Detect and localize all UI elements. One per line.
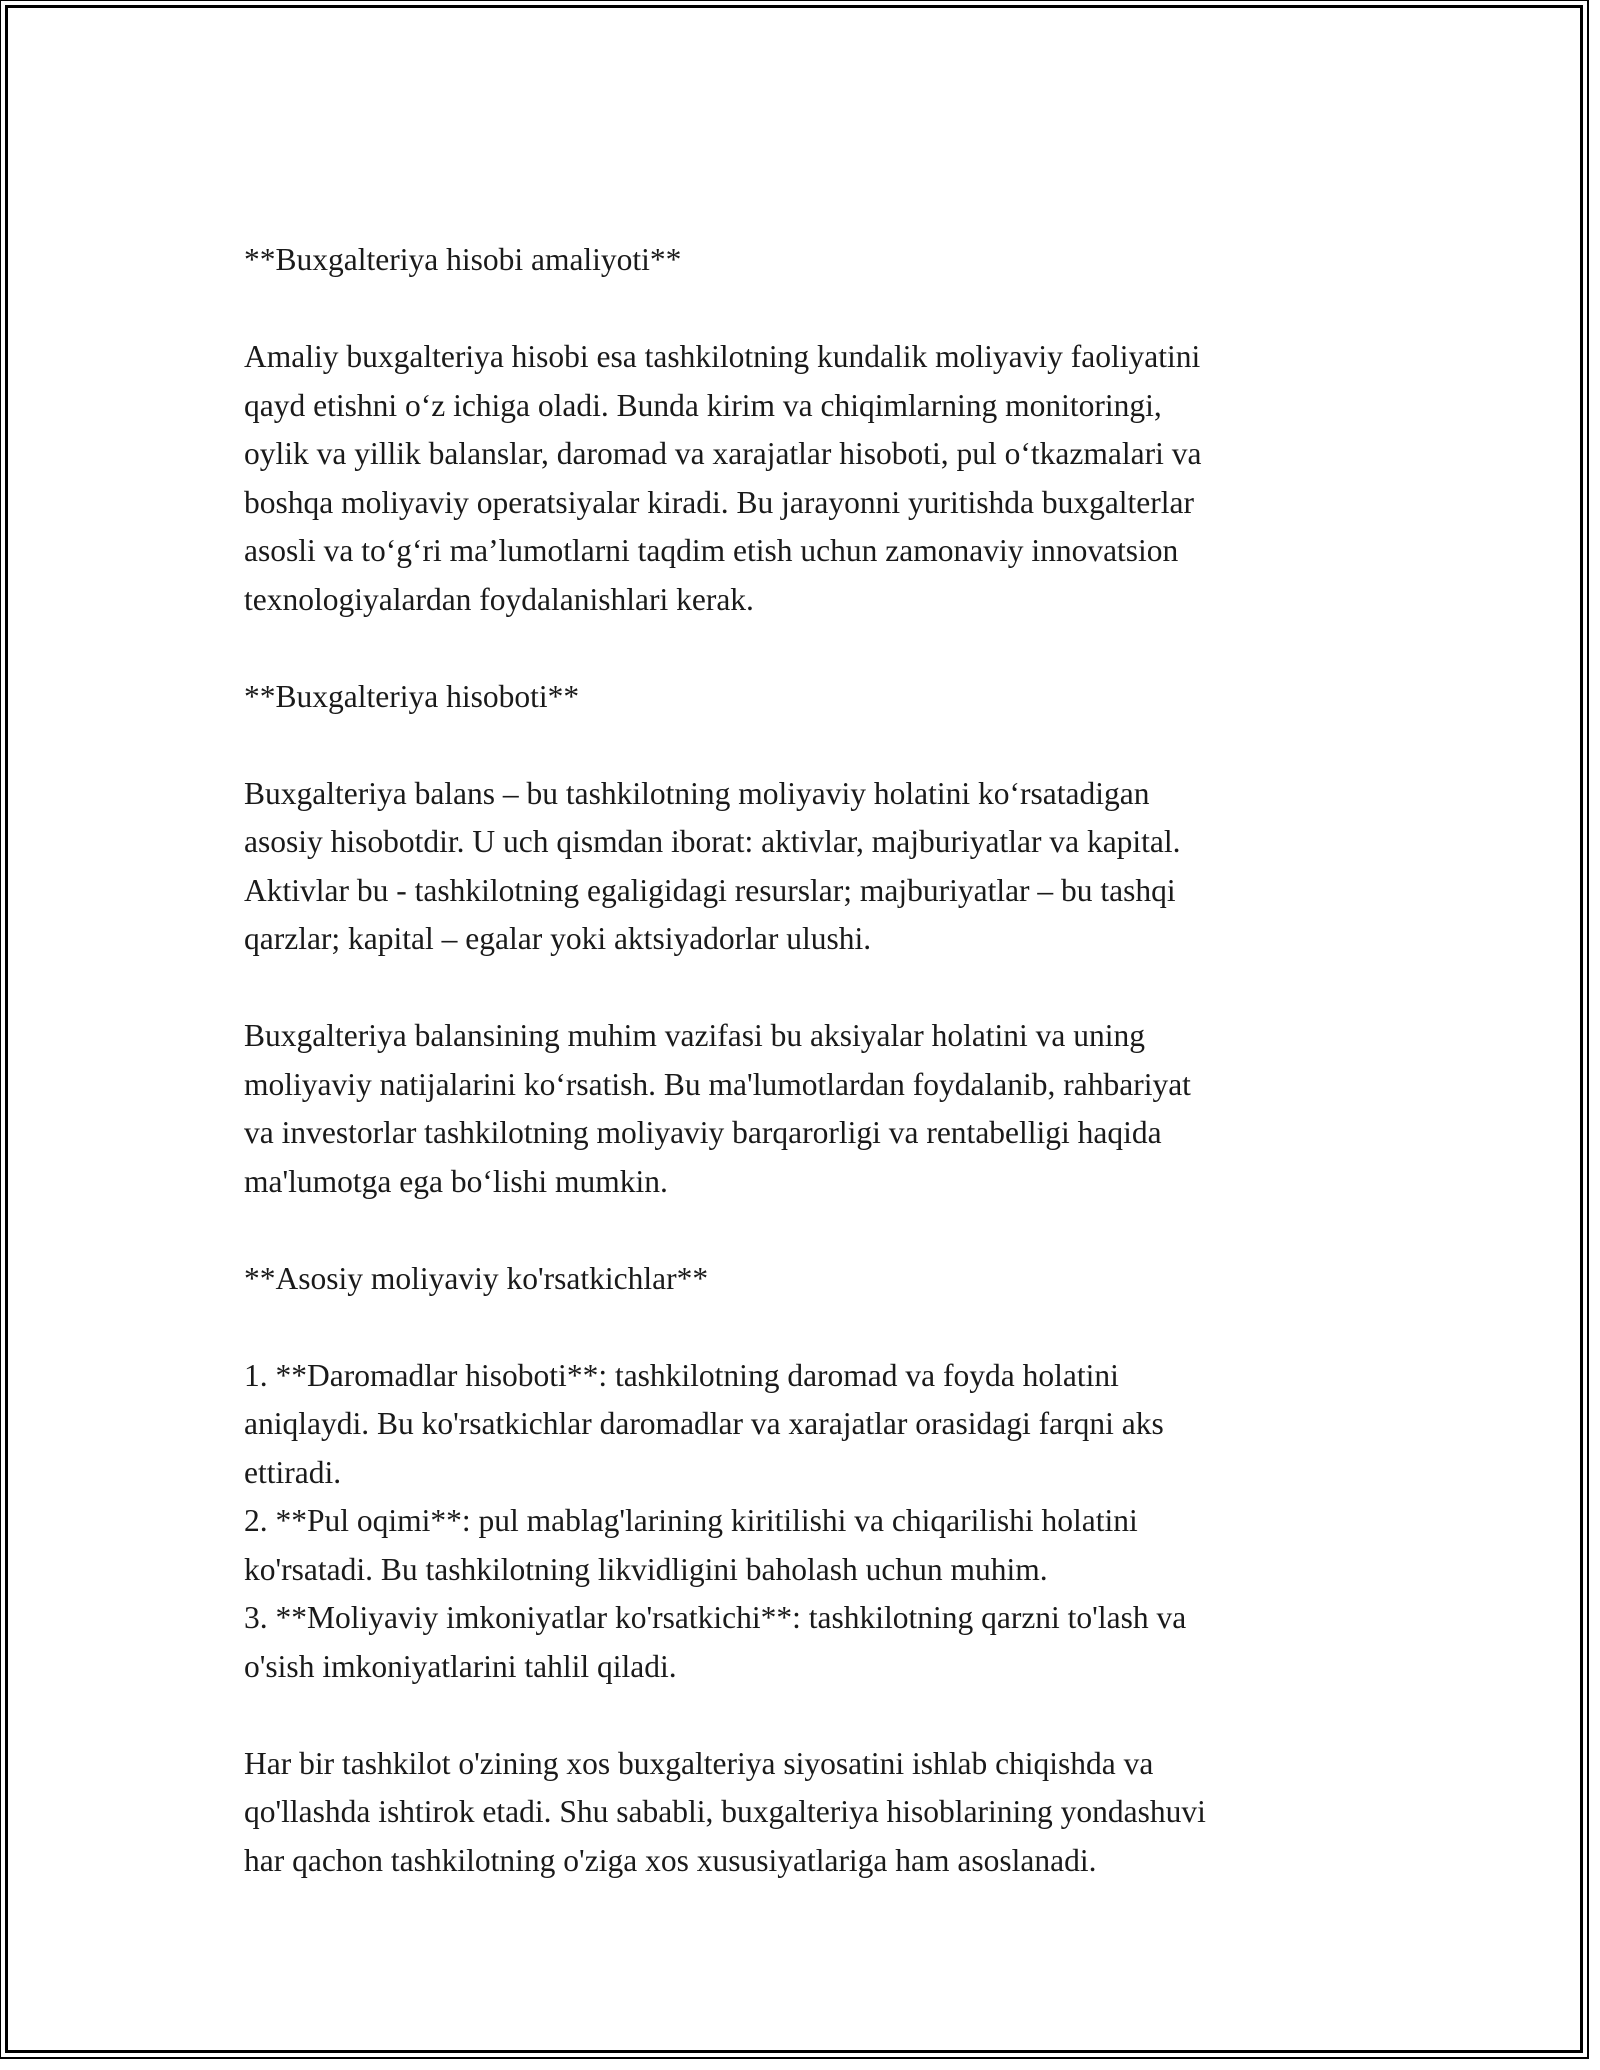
page-frame [5, 5, 1583, 2053]
indicator-list: 1. **Daromadlar hisoboti**: tashkilotning daromad va foyda holatini aniqlaydi. Bu ko'rsatkichlar daromadlar va xarajatlar orasidagi farqni aks ettiradi. 2. **Pul oqimi**: pul mablag'larining kiritilishi va chiqarilishi holatini ko'rsatadi. Bu tashkilotning likvidligini baholash uchun muhim. 3. **Moliyaviy imkoniyatlar ko'rsatkichi**: tashkilotning qarzni to'lash va o'sish imkoniyatlarini tahlil qiladi. [244, 1357, 1187, 1684]
section-heading-indicators: **Asosiy moliyaviy ko'rsatkichlar** [244, 1260, 709, 1296]
section-heading-practice: **Buxgalteriya hisobi amaliyoti** [244, 242, 682, 277]
paragraph-practice: Amaliy buxgalteriya hisobi esa tashkilotning kundalik moliyaviy faoliyatini qayd etishni o‘z ichiga oladi. Bunda kirim va chiqimlarning monitoringi, oylik va yillik balanslar, daromad va xarajatlar hisoboti, pul o‘tkazmalari va boshqa moliyaviy operatsiyalar kiradi. Bu jarayonni yuritishda buxgalterlar asosli va to‘g‘ri ma’lumotlarni taqdim etish uchun zamonaviy innovatsion texnologiyalardan foydalanishlari kerak. [244, 339, 1202, 617]
document-body [244, 236, 1394, 1934]
paragraph-balance: Buxgalteriya balans – bu tashkilotning moliyaviy holatini ko‘rsatadigan asosiy hisobotdir. U uch qismdan iborat: aktivlar, majburiyatlar va kapital. Aktivlar bu - tashkilotning egaligidagi resurslar; majburiyatlar – bu tashqi qarzlar; kapital – egalar yoki aktsiyadorlar ulushi. [244, 775, 1181, 956]
paragraph-policy: Har bir tashkilot o'zining xos buxgalteriya siyosatini ishlab chiqishda va qo'llashda ishtirok etadi. Shu sababli, buxgalteriya hisoblarining yondashuvi har qachon tashkilotning o'ziga xos xususiyatlariga ham asoslanadi. [244, 1745, 1206, 1878]
section-heading-report: **Buxgalteriya hisoboti** [244, 678, 580, 714]
paragraph-balance-purpose: Buxgalteriya balansining muhim vazifasi bu aksiyalar holatini va uning moliyaviy natijalarini ko‘rsatish. Bu ma'lumotlardan foydalanib, rahbariyat va investorlar tashkilotning moliyaviy barqarorligi va rentabelligi haqida ma'lumotga ega bo‘lishi mumkin. [244, 1018, 1191, 1199]
